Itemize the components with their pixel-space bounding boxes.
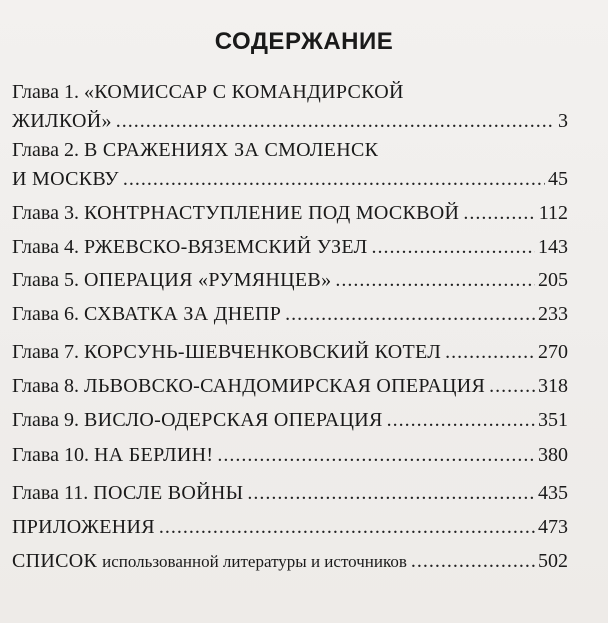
chapter-title: РЖЕВСКО-ВЯЗЕМСКИЙ УЗЕЛ — [83, 236, 368, 258]
toc-entry-chapter-10 — [12, 441, 568, 470]
page-number: 351 — [538, 409, 568, 431]
dot-leader — [335, 266, 535, 295]
section-subtitle: использованной литературы и источников — [102, 552, 407, 571]
chapter-title: ВИСЛО-ОДЕРСКАЯ ОПЕРАЦИЯ — [83, 409, 383, 431]
toc-entry-chapter-4 — [12, 233, 568, 262]
chapter-label: Глава 11. — [12, 482, 89, 504]
dot-leader — [445, 338, 535, 367]
toc-entry-bibliography — [12, 547, 568, 576]
page-number: 112 — [538, 202, 568, 224]
dot-leader — [247, 479, 535, 508]
chapter-title: ПОСЛЕ ВОЙНЫ — [93, 482, 244, 504]
chapter-label: Глава 1. — [12, 81, 79, 103]
chapter-title: НА БЕРЛИН! — [93, 444, 214, 466]
chapter-label: Глава 5. — [12, 269, 79, 291]
section-title: ПРИЛОЖЕНИЯ — [12, 516, 155, 538]
chapter-label: Глава 7. — [12, 341, 79, 363]
page-number: 473 — [538, 516, 568, 538]
page-number: 45 — [548, 168, 568, 190]
page-title: СОДЕРЖАНИЕ — [214, 28, 394, 55]
chapter-label: Глава 9. — [12, 409, 79, 431]
toc-entry-chapter-2 — [12, 136, 568, 194]
toc-entry-chapter-6 — [12, 300, 568, 329]
chapter-title: «КОМИССАР С КОМАНДИРСКОЙ — [83, 81, 404, 103]
page-number: 435 — [538, 482, 568, 504]
dot-leader — [285, 300, 535, 329]
toc-entry-chapter-9 — [12, 406, 568, 435]
dot-leader — [411, 547, 535, 576]
toc-entry-chapter-7 — [12, 338, 568, 367]
chapter-label: Глава 2. — [12, 139, 79, 161]
dot-leader — [387, 406, 535, 435]
dot-leader — [116, 107, 555, 136]
page-number: 3 — [558, 110, 568, 132]
page-number: 380 — [538, 444, 568, 466]
chapter-label: Глава 10. — [12, 444, 89, 466]
dot-leader — [159, 513, 535, 542]
toc-entry-chapter-1 — [12, 78, 568, 136]
page-number: 205 — [538, 269, 568, 291]
chapter-label: Глава 8. — [12, 375, 79, 397]
dot-leader — [463, 199, 535, 228]
page-number: 270 — [538, 341, 568, 363]
chapter-label: Глава 4. — [12, 236, 79, 258]
page-number: 318 — [538, 375, 568, 397]
toc-entry-chapter-3 — [12, 199, 568, 228]
chapter-title: ОПЕРАЦИЯ «РУМЯНЦЕВ» — [83, 269, 332, 291]
toc-entry-chapter-11 — [12, 479, 568, 508]
chapter-title: КОРСУНЬ-ШЕВЧЕНКОВСКИЙ КОТЕЛ — [83, 341, 442, 363]
page-number: 233 — [538, 303, 568, 325]
toc-entry-appendices — [12, 513, 568, 542]
chapter-title-continued: И МОСКВУ — [12, 168, 119, 190]
chapter-label: Глава 6. — [12, 303, 79, 325]
dot-leader — [489, 372, 535, 401]
dot-leader — [371, 233, 535, 262]
section-title: СПИСОК — [12, 550, 98, 572]
chapter-title: В СРАЖЕНИЯХ ЗА СМОЛЕНСК — [83, 139, 379, 161]
chapter-title-continued: ЖИЛКОЙ» — [12, 110, 112, 132]
toc-entry-chapter-8 — [12, 372, 568, 401]
chapter-title: ЛЬВОВСКО-САНДОМИРСКАЯ ОПЕРАЦИЯ — [83, 375, 486, 397]
chapter-title: КОНТРНАСТУПЛЕНИЕ ПОД МОСКВОЙ — [83, 202, 460, 224]
chapter-label: Глава 3. — [12, 202, 79, 224]
dot-leader — [217, 441, 535, 470]
page-number: 143 — [538, 236, 568, 258]
toc-entry-chapter-5 — [12, 266, 568, 295]
chapter-title: СХВАТКА ЗА ДНЕПР — [83, 303, 282, 325]
page-number: 502 — [538, 550, 568, 572]
dot-leader — [123, 165, 545, 194]
